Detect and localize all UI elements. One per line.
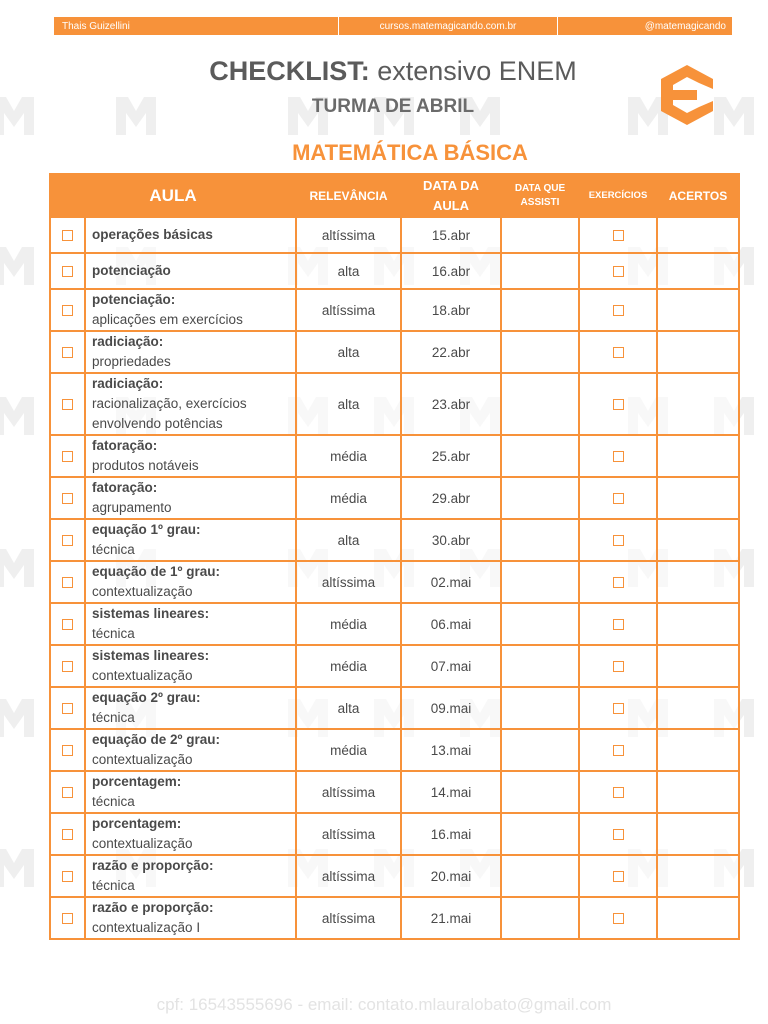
- watched-date-cell[interactable]: [501, 561, 579, 603]
- checkbox-icon[interactable]: [62, 829, 73, 840]
- watched-checkbox-cell[interactable]: [50, 331, 85, 373]
- watermark-m-icon: [0, 243, 36, 289]
- hits-cell[interactable]: [657, 855, 739, 897]
- date-cell: 16.abr: [401, 253, 501, 289]
- lesson-title: equação 2º grau:: [92, 690, 201, 705]
- exercises-checkbox-cell[interactable]: [579, 645, 657, 687]
- watched-checkbox-cell[interactable]: [50, 855, 85, 897]
- footer-watermark: cpf: 16543555696 - email: contato.mlauralobato@gmail.com: [156, 995, 612, 1014]
- watched-date-cell[interactable]: [501, 771, 579, 813]
- table-row: [50, 855, 739, 897]
- lesson-cell: [85, 519, 296, 561]
- header-assisti-line2: ASSISTI: [520, 196, 560, 208]
- exercises-checkbox-cell[interactable]: [579, 561, 657, 603]
- watched-checkbox-cell[interactable]: [50, 687, 85, 729]
- lesson-subtitle: racionalização, exercícios envolvendo potências: [92, 396, 247, 431]
- date-cell: 29.abr: [401, 477, 501, 519]
- watched-checkbox-cell[interactable]: [50, 813, 85, 855]
- watched-checkbox-cell[interactable]: [50, 435, 85, 477]
- header-data-line1: DATA DA: [422, 177, 480, 193]
- lesson-title: razão e proporção:: [92, 858, 214, 873]
- lesson-subtitle: técnica: [92, 626, 135, 641]
- checkbox-icon[interactable]: [613, 829, 624, 840]
- exercises-checkbox-cell[interactable]: [579, 687, 657, 729]
- exercises-checkbox-cell[interactable]: [579, 373, 657, 435]
- checkbox-icon[interactable]: [613, 230, 624, 241]
- relevance-cell: média: [296, 729, 401, 771]
- checkbox-icon[interactable]: [613, 745, 624, 756]
- date-cell: 18.abr: [401, 289, 501, 331]
- checkbox-icon[interactable]: [62, 787, 73, 798]
- lesson-cell: [85, 561, 296, 603]
- hits-cell[interactable]: [657, 435, 739, 477]
- lesson-title: potenciação:: [92, 292, 176, 307]
- table-row: [50, 645, 739, 687]
- exercises-checkbox-cell[interactable]: [579, 813, 657, 855]
- social-handle[interactable]: @matemagicando: [644, 20, 726, 32]
- title-rest: extensivo ENEM: [369, 56, 577, 86]
- lesson-cell: [85, 897, 296, 939]
- exercises-checkbox-cell[interactable]: [579, 855, 657, 897]
- relevance-cell: alta: [296, 687, 401, 729]
- checkbox-icon[interactable]: [62, 745, 73, 756]
- lesson-subtitle: técnica: [92, 794, 135, 809]
- watched-date-cell[interactable]: [501, 813, 579, 855]
- lesson-subtitle: agrupamento: [92, 500, 172, 515]
- checkbox-icon[interactable]: [613, 399, 624, 410]
- lesson-title: equação 1º grau:: [92, 522, 201, 537]
- header-aula: AULA: [50, 174, 296, 217]
- checkbox-icon[interactable]: [613, 347, 624, 358]
- header-assisti-line1: DATA QUE: [514, 182, 566, 194]
- hits-cell[interactable]: [657, 373, 739, 435]
- author-name: Thais Guizellini: [62, 20, 130, 32]
- lesson-title: porcentagem:: [92, 816, 182, 831]
- relevance-cell: média: [296, 603, 401, 645]
- date-cell: 02.mai: [401, 561, 501, 603]
- relevance-cell: alta: [296, 253, 401, 289]
- watched-checkbox-cell[interactable]: [50, 771, 85, 813]
- lesson-cell: [85, 687, 296, 729]
- table-header-row: [50, 174, 739, 217]
- checklist-table-wrap: [49, 173, 738, 940]
- watched-date-cell[interactable]: [501, 519, 579, 561]
- exercises-checkbox-cell[interactable]: [579, 477, 657, 519]
- table-row: [50, 771, 739, 813]
- page-subtitle: TURMA DE ABRIL: [311, 96, 475, 117]
- hits-cell[interactable]: [657, 561, 739, 603]
- relevance-cell: altíssima: [296, 561, 401, 603]
- relevance-cell: altíssima: [296, 771, 401, 813]
- watched-date-cell[interactable]: [501, 435, 579, 477]
- lesson-title: sistemas lineares:: [92, 648, 210, 663]
- checkbox-icon[interactable]: [62, 661, 73, 672]
- watched-checkbox-cell[interactable]: [50, 217, 85, 253]
- lesson-title: operações básicas: [92, 227, 213, 242]
- hits-cell[interactable]: [657, 897, 739, 939]
- checkbox-icon[interactable]: [62, 871, 73, 882]
- watched-checkbox-cell[interactable]: [50, 603, 85, 645]
- table-row: [50, 435, 739, 477]
- watched-date-cell[interactable]: [501, 603, 579, 645]
- table-row: [50, 253, 739, 289]
- watched-date-cell[interactable]: [501, 897, 579, 939]
- watched-date-cell[interactable]: [501, 373, 579, 435]
- watched-checkbox-cell[interactable]: [50, 561, 85, 603]
- lesson-cell: [85, 477, 296, 519]
- lesson-subtitle: técnica: [92, 710, 135, 725]
- date-cell: 21.mai: [401, 897, 501, 939]
- lesson-subtitle: produtos notáveis: [92, 458, 199, 473]
- date-cell: 15.abr: [401, 217, 501, 253]
- watermark-m-icon: [0, 545, 36, 591]
- header-relevancia: RELEVÂNCIA: [296, 174, 401, 217]
- checkbox-icon[interactable]: [613, 871, 624, 882]
- exercises-checkbox-cell[interactable]: [579, 729, 657, 771]
- title-bold: CHECKLIST:: [209, 56, 370, 86]
- lesson-title: radiciação:: [92, 376, 164, 391]
- lesson-title: razão e proporção:: [92, 900, 214, 915]
- checkbox-icon[interactable]: [62, 305, 73, 316]
- relevance-cell: média: [296, 645, 401, 687]
- exercises-checkbox-cell[interactable]: [579, 217, 657, 253]
- table-row: [50, 289, 739, 331]
- date-cell: 20.mai: [401, 855, 501, 897]
- checkbox-icon[interactable]: [613, 577, 624, 588]
- watched-date-cell[interactable]: [501, 289, 579, 331]
- checkbox-icon[interactable]: [613, 661, 624, 672]
- lesson-title: potenciação: [92, 263, 171, 278]
- checkbox-icon[interactable]: [62, 619, 73, 630]
- lesson-cell: [85, 253, 296, 289]
- checkbox-icon[interactable]: [613, 787, 624, 798]
- watched-date-cell[interactable]: [501, 855, 579, 897]
- lesson-cell: [85, 373, 296, 435]
- exercises-checkbox-cell[interactable]: [579, 897, 657, 939]
- date-cell: 30.abr: [401, 519, 501, 561]
- top-bar: [54, 17, 732, 35]
- checklist-table: [49, 173, 740, 940]
- exercises-checkbox-cell[interactable]: [579, 289, 657, 331]
- watched-date-cell[interactable]: [501, 217, 579, 253]
- exercises-checkbox-cell[interactable]: [579, 435, 657, 477]
- relevance-cell: altíssima: [296, 217, 401, 253]
- header-data-assisti: [501, 174, 579, 217]
- site-link[interactable]: cursos.matemagicando.com.br: [338, 17, 558, 35]
- date-cell: 25.abr: [401, 435, 501, 477]
- watched-checkbox-cell[interactable]: [50, 373, 85, 435]
- table-row: [50, 603, 739, 645]
- relevance-cell: altíssima: [296, 289, 401, 331]
- header-data-aula: [401, 174, 501, 217]
- table-row: [50, 373, 739, 435]
- watched-checkbox-cell[interactable]: [50, 253, 85, 289]
- watched-checkbox-cell[interactable]: [50, 289, 85, 331]
- checkbox-icon[interactable]: [62, 493, 73, 504]
- watched-date-cell[interactable]: [501, 687, 579, 729]
- checkbox-icon[interactable]: [613, 451, 624, 462]
- watched-checkbox-cell[interactable]: [50, 477, 85, 519]
- exercises-checkbox-cell[interactable]: [579, 519, 657, 561]
- watermark-m-icon: [0, 695, 36, 741]
- table-row: [50, 561, 739, 603]
- hits-cell[interactable]: [657, 771, 739, 813]
- lesson-cell: [85, 603, 296, 645]
- checkbox-icon[interactable]: [613, 913, 624, 924]
- hits-cell[interactable]: [657, 687, 739, 729]
- lesson-title: fatoração:: [92, 438, 158, 453]
- watched-date-cell[interactable]: [501, 729, 579, 771]
- table-row: [50, 729, 739, 771]
- section-title: MATEMÁTICA BÁSICA: [292, 140, 528, 165]
- lesson-cell: [85, 217, 296, 253]
- watermark-m-icon: [0, 393, 36, 439]
- hits-cell[interactable]: [657, 477, 739, 519]
- lesson-cell: [85, 771, 296, 813]
- table-row: [50, 477, 739, 519]
- hits-cell[interactable]: [657, 331, 739, 373]
- page-title: [0, 56, 768, 87]
- table-row: [50, 519, 739, 561]
- relevance-cell: alta: [296, 373, 401, 435]
- date-cell: 06.mai: [401, 603, 501, 645]
- hits-cell[interactable]: [657, 645, 739, 687]
- lesson-title: radiciação:: [92, 334, 164, 349]
- checkbox-icon[interactable]: [62, 399, 73, 410]
- lesson-subtitle: contextualização I: [92, 920, 201, 935]
- checkbox-icon[interactable]: [613, 535, 624, 546]
- exercises-checkbox-cell[interactable]: [579, 331, 657, 373]
- relevance-cell: alta: [296, 331, 401, 373]
- table-row: [50, 331, 739, 373]
- watched-date-cell[interactable]: [501, 331, 579, 373]
- date-cell: 16.mai: [401, 813, 501, 855]
- lesson-subtitle: aplicações em exercícios: [92, 312, 243, 327]
- hits-cell[interactable]: [657, 289, 739, 331]
- watched-date-cell[interactable]: [501, 477, 579, 519]
- hits-cell[interactable]: [657, 217, 739, 253]
- checkbox-icon[interactable]: [62, 451, 73, 462]
- checkbox-icon[interactable]: [613, 305, 624, 316]
- matemagicando-e-logo-icon: [657, 63, 717, 127]
- relevance-cell: média: [296, 435, 401, 477]
- header-exercicios: EXERCÍCIOS: [579, 174, 657, 217]
- date-cell: 13.mai: [401, 729, 501, 771]
- lesson-cell: [85, 331, 296, 373]
- watched-checkbox-cell[interactable]: [50, 645, 85, 687]
- lesson-subtitle: propriedades: [92, 354, 171, 369]
- lesson-title: porcentagem:: [92, 774, 182, 789]
- table-row: [50, 897, 739, 939]
- date-cell: 07.mai: [401, 645, 501, 687]
- exercises-checkbox-cell[interactable]: [579, 253, 657, 289]
- relevance-cell: alta: [296, 519, 401, 561]
- date-cell: 09.mai: [401, 687, 501, 729]
- lesson-cell: [85, 729, 296, 771]
- checkbox-icon[interactable]: [62, 266, 73, 277]
- exercises-checkbox-cell[interactable]: [579, 603, 657, 645]
- relevance-cell: altíssima: [296, 855, 401, 897]
- checkbox-icon[interactable]: [613, 619, 624, 630]
- lesson-subtitle: técnica: [92, 878, 135, 893]
- table-row: [50, 687, 739, 729]
- lesson-cell: [85, 855, 296, 897]
- lesson-subtitle: contextualização: [92, 836, 193, 851]
- header-data-line2: AULA: [432, 197, 470, 213]
- date-cell: 22.abr: [401, 331, 501, 373]
- table-row: [50, 217, 739, 253]
- lesson-cell: [85, 289, 296, 331]
- lesson-cell: [85, 813, 296, 855]
- hits-cell[interactable]: [657, 813, 739, 855]
- lesson-title: sistemas lineares:: [92, 606, 210, 621]
- lesson-cell: [85, 435, 296, 477]
- lesson-title: fatoração:: [92, 480, 158, 495]
- lesson-subtitle: contextualização: [92, 668, 193, 683]
- checkbox-icon[interactable]: [62, 347, 73, 358]
- date-cell: 23.abr: [401, 373, 501, 435]
- checkbox-icon[interactable]: [62, 913, 73, 924]
- checkbox-icon[interactable]: [62, 535, 73, 546]
- relevance-cell: média: [296, 477, 401, 519]
- lesson-subtitle: técnica: [92, 542, 135, 557]
- lesson-subtitle: contextualização: [92, 752, 193, 767]
- hits-cell[interactable]: [657, 603, 739, 645]
- watched-checkbox-cell[interactable]: [50, 897, 85, 939]
- header-acertos: ACERTOS: [657, 174, 739, 217]
- hits-cell[interactable]: [657, 729, 739, 771]
- lesson-title: equação de 1º grau:: [92, 564, 220, 579]
- checkbox-icon[interactable]: [62, 577, 73, 588]
- watched-checkbox-cell[interactable]: [50, 729, 85, 771]
- checkbox-icon[interactable]: [613, 703, 624, 714]
- hits-cell[interactable]: [657, 519, 739, 561]
- table-row: [50, 813, 739, 855]
- hits-cell[interactable]: [657, 253, 739, 289]
- watched-date-cell[interactable]: [501, 253, 579, 289]
- checkbox-icon[interactable]: [613, 493, 624, 504]
- watched-checkbox-cell[interactable]: [50, 519, 85, 561]
- table-body: [50, 217, 739, 939]
- lesson-subtitle: contextualização: [92, 584, 193, 599]
- date-cell: 14.mai: [401, 771, 501, 813]
- relevance-cell: altíssima: [296, 897, 401, 939]
- checkbox-icon[interactable]: [613, 266, 624, 277]
- relevance-cell: altíssima: [296, 813, 401, 855]
- checkbox-icon[interactable]: [62, 703, 73, 714]
- lesson-cell: [85, 645, 296, 687]
- watermark-m-icon: [0, 845, 36, 891]
- lesson-title: equação de 2º grau:: [92, 732, 220, 747]
- checkbox-icon[interactable]: [62, 230, 73, 241]
- watched-date-cell[interactable]: [501, 645, 579, 687]
- exercises-checkbox-cell[interactable]: [579, 771, 657, 813]
